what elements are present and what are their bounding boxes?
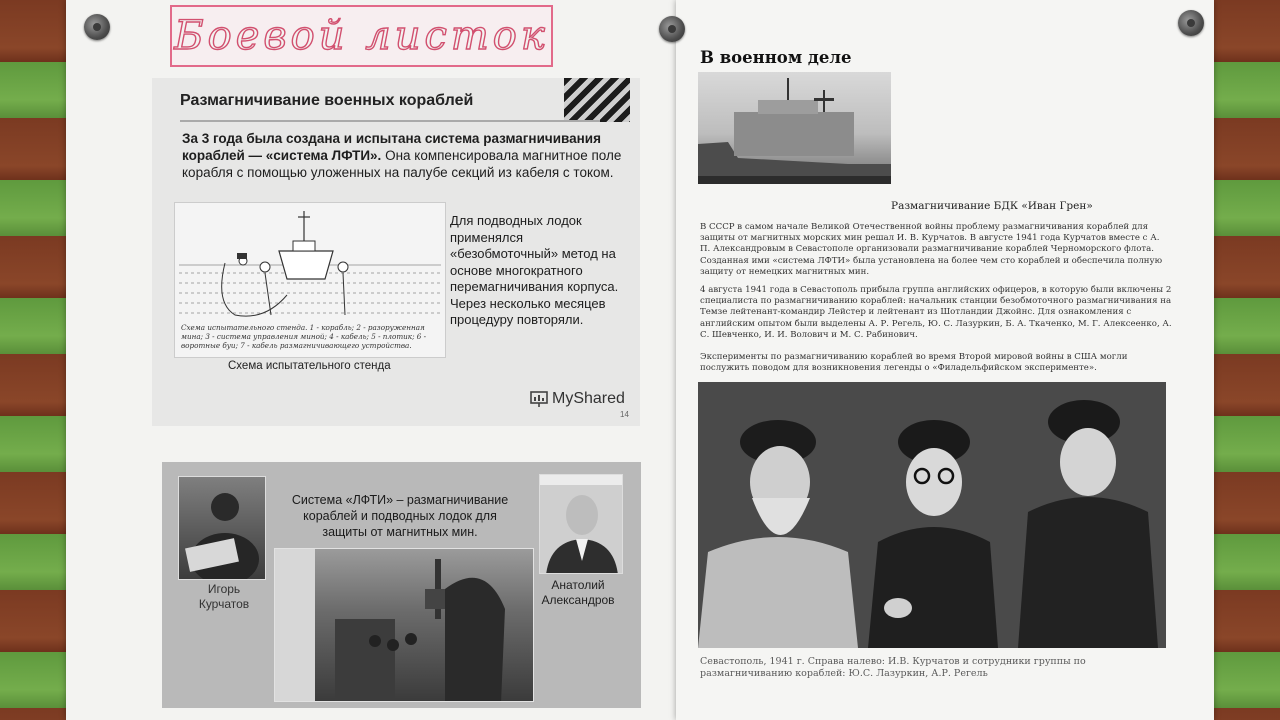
scheme-caption: Схема испытательного стенда. 1 - корабль; 2 - разоруженная мина; 3 - система управления миной; 4 - кабель; 5 - плотик; 6 - воротные буи; 7 - кабель размагничивающего устройства. bbox=[181, 323, 427, 350]
group-portrait bbox=[698, 382, 1166, 648]
article-heading: В военном деле bbox=[700, 48, 852, 67]
slide-demagnetization bbox=[152, 78, 640, 426]
kurchatov-group-photo bbox=[698, 382, 1166, 648]
ship-ivan-gren-photo bbox=[698, 72, 891, 184]
scheme-drawing bbox=[175, 203, 445, 321]
myshared-logo bbox=[530, 390, 625, 408]
slide-page-number: 14 bbox=[620, 410, 629, 419]
slide-title: Размагничивание военных кораблей bbox=[180, 92, 474, 109]
ribbon-stripes-icon bbox=[564, 78, 630, 122]
test-stand-scheme bbox=[174, 202, 446, 358]
ship-silhouette bbox=[698, 72, 891, 184]
article-paragraph-1: В СССР в самом начале Великой Отечественной войны проблему размагничивания кораблей для защиты от магнитных морских мин решал И. В. Курчатов. В августе 1941 года Курчатов вместе с А. П. Александровым в Севастополе организовали размагничивание кораблей Черноморского флота. Созданная ими «система ЛФТИ» была установлена на более чем сто кораблей и обеспечила полную защиту от немецких магнитных мин. bbox=[700, 222, 1163, 277]
slide-intro bbox=[182, 130, 632, 181]
pushpin-icon bbox=[84, 14, 110, 40]
divider bbox=[180, 120, 600, 122]
myshared-logo-text: MyShared bbox=[552, 390, 625, 407]
alexandrov-photo bbox=[540, 475, 623, 574]
pushpin-icon bbox=[659, 16, 685, 42]
kurchatov-photo bbox=[179, 477, 266, 580]
slide2-title: Система «ЛФТИ» – размагничивание кораблей и подводных лодок для защиты от магнитных мин. bbox=[291, 493, 509, 539]
pushpin-icon bbox=[1178, 10, 1204, 36]
kurchatov-portrait bbox=[178, 476, 266, 580]
dock-ship-photo bbox=[274, 548, 534, 702]
submarine-method-text: Для подводных лодок применялся «безобмоточный» метод на основе многократного перемагничивания корпуса. Через несколько месяцев процедуру повторяли. bbox=[450, 213, 619, 327]
group-photo-caption: Севастополь, 1941 г. Справа налево: И.В. Курчатов и сотрудники группы по размагничиванию кораблей: Ю.С. Лазуркин, А.Р. Регель bbox=[700, 656, 1086, 679]
article-paragraph-2: 4 августа 1941 года в Севастополь прибыла группа английских офицеров, в которую были включены 2 специалиста по размагничиванию кораблей: начальник станции безобмоточного размагничивания на Темзе лейтенант-командир Лейстер и лейтенант из Шотландии Джойнс. Для ознакомления с английским опытом были выделены А. Р. Регель, Ю. С. Лазуркин, Б. А. Ткаченко, М. Г. Алексеенко, А. С. Шевченко, И. И. Волович и М. С. Рабинович. bbox=[700, 285, 1172, 340]
alexandrov-portrait bbox=[539, 474, 623, 574]
presentation-icon bbox=[530, 390, 548, 408]
kurchatov-name: Игорь Курчатов bbox=[198, 582, 250, 611]
article-paragraph-3: Эксперименты по размагничиванию кораблей во время Второй мировой войны в США могли послужить поводом для возникновения легенды о «Филадельфийском эксперименте». bbox=[700, 352, 1128, 374]
ship-photo-caption: Размагничивание БДК «Иван Грен» bbox=[891, 200, 1093, 212]
slide-intro-rest: Она компенсировала магнитное поле корабля с помощью уложенных на палубе секций из кабеля с током. bbox=[182, 148, 622, 180]
dock-scene bbox=[275, 549, 534, 702]
alexandrov-name: Анатолий Александров bbox=[541, 578, 615, 607]
scheme-label: Схема испытательного стенда bbox=[228, 360, 391, 372]
banner-title: Боевой листок bbox=[170, 5, 553, 67]
slide-intro-bold: За 3 года была создана и испытана система размагничивания кораблей — «система ЛФТИ». bbox=[182, 131, 601, 163]
slide-lfti-system bbox=[162, 462, 641, 708]
